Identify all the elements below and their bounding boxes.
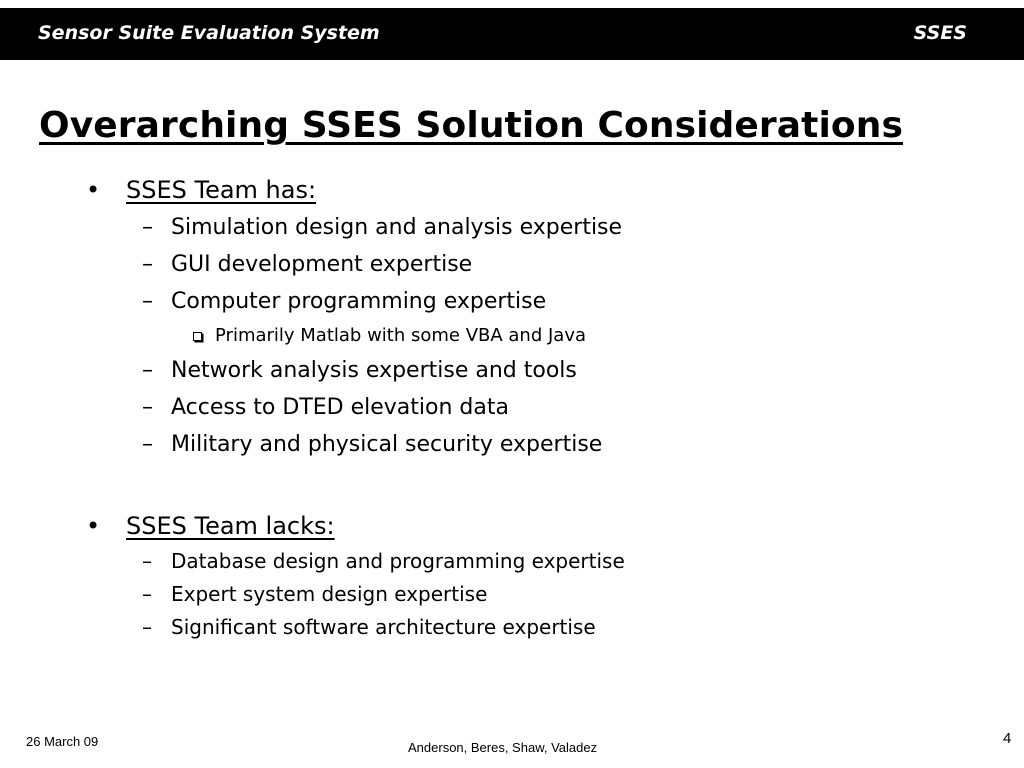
checkbox-square-icon (193, 332, 202, 341)
slide-title: Overarching SSES Solution Considerations (39, 105, 904, 146)
list-item: Simulation design and analysis expertise (171, 215, 623, 240)
section-heading-has: SSES Team has: (126, 176, 317, 204)
list-item: Computer programming expertise (171, 289, 547, 314)
header-acronym: SSES (913, 22, 967, 44)
list-item: Access to DTED elevation data (171, 395, 509, 420)
list-item: Database design and programming expertise (171, 549, 625, 573)
bullet-dot-icon: • (86, 176, 101, 204)
footer-authors: Anderson, Beres, Shaw, Valadez (408, 740, 598, 755)
header-title: Sensor Suite Evaluation System (38, 22, 380, 44)
dash-icon: – (142, 358, 153, 383)
dash-icon: – (142, 549, 152, 573)
section-heading-lacks: SSES Team lacks: (126, 512, 335, 540)
dash-icon: – (142, 582, 152, 606)
dash-icon: – (142, 252, 153, 277)
bullet-dot-icon: • (86, 512, 101, 540)
sub-list-item: Primarily Matlab with some VBA and Java (215, 325, 587, 346)
footer-date: 26 March 09 (26, 734, 99, 749)
list-item: Expert system design expertise (171, 582, 488, 606)
dash-icon: – (142, 615, 152, 639)
header-bar (0, 8, 1024, 60)
list-item: Network analysis expertise and tools (171, 358, 577, 383)
page-number: 4 (1003, 730, 1012, 747)
list-item: GUI development expertise (171, 252, 473, 277)
list-item: Military and physical security expertise (171, 432, 603, 457)
dash-icon: – (142, 432, 153, 457)
dash-icon: – (142, 395, 153, 420)
list-item: Significant software architecture expertise (171, 615, 596, 639)
dash-icon: – (142, 215, 153, 240)
dash-icon: – (142, 289, 153, 314)
